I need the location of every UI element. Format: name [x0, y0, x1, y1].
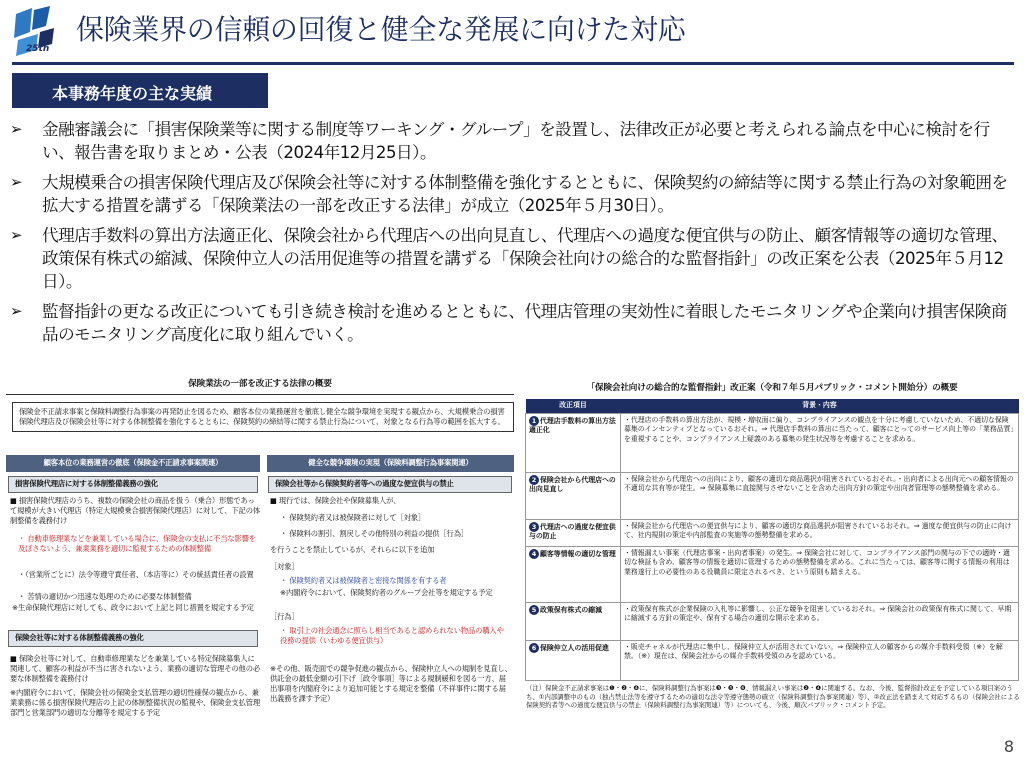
item-content: ・情報漏えい事案（代理店事案・出向者事案）の発生。⇒ 保険会社に対して、コンプライアンス部門の関与の下での適時・適切な検証も含め、顧客等の情報を適切に管理するための態勢整備を求める。これに当たっては、顧客等に関する情報の利用は業務遂行上の必要性のある役職員に限定されるべき、という原則も踏まえる。 [621, 546, 1019, 602]
table-row [526, 602, 1019, 640]
insurer-duty-text: ■ 保険会社等に対して、自動車修理業などを兼業している特定保険募集人に関連して、顧客の利益が不当に害されないよう、業務の適切な管理その他の必要な体制整備を義務付け [10, 654, 260, 683]
law-figure-intro: 保険金不正請求事案と保険料調整行為事案の再発防止を図るため、顧客本位の業務運営を徹底し健全な競争環境を実現する観点から、大規模乗合の損害保険代理店及び保険会社等に対する体制整備を強化するとともに、保険契約の締結等に関する禁止行為について、対象となる行為等の範囲を拡大する。 [12, 402, 514, 432]
item-number-badge: 6 [529, 643, 539, 653]
list-item [8, 118, 1012, 164]
benefit-ban-lead: ■ 現行では、保険会社や保険募集人が、 [270, 496, 401, 505]
item-number-badge: 4 [529, 549, 539, 559]
title-divider [12, 62, 1014, 65]
bullet-text: 大規模乗合の損害保険代理店及び保険会社等に対する体制整備を強化するとともに、保険契約の締結等に関する禁止行為の対象範囲を拡大する措置を講ずる「保険業法の一部を改正する法律」が成立（2025年５月30日）。 [42, 173, 1008, 215]
item-label: 保険仲立人の活用促進 [540, 643, 609, 652]
claims-management-note: ※内閣府令において、保険会社の保険金支払管理の適切性確保の観点から、兼業業務に係る損害保険代理店の上記の体制整備状況の監視や、保険金支払管理部門と営業部門の適切な分離等を規定する予定 [10, 688, 260, 717]
table-row [526, 413, 1019, 472]
law-figure-title: 保険業法の一部を改正する法律の概要 [6, 376, 514, 395]
complaint-handling-text: ・ 苦情の適切かつ迅速な処理のために必要な体制整備 [18, 592, 192, 601]
table-row [526, 546, 1019, 602]
compliance-officer-text: ・（営業所ごとに）法令等遵守責任者、（本店等に）その統括責任者の設置 [18, 570, 254, 579]
agent-duty-box: 損害保険代理店に対する体制整備義務の強化 [8, 476, 258, 493]
logo-25th-text: 25th [26, 44, 50, 54]
item-number-badge: 5 [529, 605, 539, 615]
item-label: 顧客等情報の適切な管理 [540, 549, 616, 558]
group-company-note: ※内閣府令において、保険契約者のグループ会社等を規定する予定 [280, 588, 493, 597]
item-label: 代理店手数料の算出方法適正化 [529, 416, 616, 435]
section-tag: 本事務年度の主な実績 [12, 73, 268, 108]
item-content: ・政策保有株式が企業保険の入札等に影響し、公正な競争を阻害しているおそれ。⇒ 保険会社の政策保有株式に関して、早期に縮減する方針の策定や、保有する場合の適切な開示を求める。 [621, 602, 1019, 640]
arrow-bullet-icon: ➢ [10, 173, 23, 191]
action-label: ［行為］ [270, 612, 299, 621]
arrow-bullet-icon: ➢ [10, 226, 23, 244]
target-current-text: ・ 保険契約者又は被保険者に対して［対象］ [280, 513, 426, 522]
broker-regulation-note: ※その他、販売面での競争促進の観点から、保険仲立人への規制を見直し、供託金の最低金額の引下げ［政令事項］等による規制緩和を図る一方、届出事項を内閣府令により追加可能とする規定を整備（不祥事件に関する届出義務を課す予定） [270, 664, 512, 703]
item-number-badge: 1 [529, 416, 539, 426]
achievement-list [8, 118, 1012, 353]
addition-lead-text: を行うことを禁止しているが、それらに以下を追加 [270, 545, 435, 554]
item-label: 代理店への過度な便宜供与の防止 [529, 522, 616, 541]
list-item [8, 300, 1012, 346]
table-row [526, 640, 1019, 680]
guideline-figure-title: 「保険会社向けの総合的な監督指針」改正案（令和７年５月パブリック・コメント開始分）の概要 [586, 383, 958, 393]
side-business-text: ・ 自動車修理業などを兼業している場合に、保険金の支払に不当な影響を及ぼさないよう、兼業業務を適切に監視するための体制整備 [18, 534, 257, 553]
fair-competition-bar: 健全な競争環境の実現（保険料調整行為事案関連） [267, 455, 514, 472]
table-row [526, 472, 1019, 519]
list-item [8, 224, 1012, 293]
item-label: 保険会社から代理店への出向見直し [529, 475, 616, 494]
action-current-text: ・ 保険料の割引、割戻しその他特別の利益の提供［行為］ [280, 529, 468, 538]
item-content: ・販売チャネルが代理店に集中し、保険仲立人が活用されていない。⇒ 保険仲立人の顧客からの媒介手数料受領（※）を解禁。（※）現在は、保険会社からの媒介手数料受領のみを認めている。 [621, 640, 1019, 680]
target-label: ［対象］ [270, 562, 299, 571]
list-item [8, 171, 1012, 217]
arrow-bullet-icon: ➢ [10, 120, 23, 138]
guideline-table [525, 399, 1019, 681]
bullet-text: 監督指針の更なる改正についても引き続き検討を進めるとともに、代理店管理の実効性に着眼したモニタリングや企業向け損害保険商品のモニタリング高度化に取り組んでいく。 [42, 302, 1007, 344]
excessive-benefit-text: ・ 取引上の社会通念に照らし相当であると認められない物品の購入や役務の提供（いわゆる便宜供与） [280, 626, 504, 645]
bullet-text: 代理店手数料の算出方法適正化、保険会社から代理店への出向見直し、代理店への過度な便宜供与の防止、顧客情報等の適切な管理、政策保有株式の縮減、保険仲立人の活用促進等の措置を講ずる「保険会社向けの総合的な監督指針」の改正案を公表（2025年５月12日）。 [42, 226, 1008, 291]
agent-duty-text: ■ 損害保険代理店のうち、複数の保険会社の商品を扱う（乗合）形態であって規模が大きい代理店（特定大規模乗合損害保険代理店）に対して、下記の体制整備を義務付け [10, 496, 260, 525]
related-party-text: ・ 保険契約者又は被保険者と密接な関係を有する者 [280, 576, 447, 585]
item-number-badge: 2 [529, 475, 539, 485]
life-insurance-note: ※生命保険代理店に対しても、政令において上記と同じ措置を規定する予定 [12, 603, 254, 612]
page-title: 保険業界の信頼の回復と健全な発展に向けた対応 [76, 13, 686, 46]
bullet-text: 金融審議会に「損害保険業等に関する制度等ワーキング・グループ」を設置し、法律改正が必要と考えられる論点を中心に検討を行い、報告書を取りまとめ・公表（2024年12月25日）。 [42, 120, 990, 162]
arrow-bullet-icon: ➢ [10, 302, 23, 320]
fsa-25th-logo [10, 4, 58, 60]
item-content: ・保険会社から代理店への便宜供与により、顧客の適切な商品選択が阻害されているおそれ。⇒ 過度な便宜供与の防止に向けて、社内規則の策定や内部監査の実施等の態勢整備を求める。 [621, 519, 1019, 546]
table-header-content: 背景・内容 [621, 399, 1019, 413]
item-number-badge: 3 [529, 522, 539, 532]
item-label: 政策保有株式の縮減 [540, 605, 603, 614]
insurer-duty-box: 保険会社等に対する体制整備義務の強化 [8, 630, 258, 647]
guideline-footnote: （注）保険金不正請求事案は❶・❷・❹に、保険料調整行為事案は❸・❺・❻、情報漏えい事案は❷・❹に関連する。なお、今後、監督指針改正を予定している項目案のうち、①内部調整中のもの（独占禁止法等を遵守するための適切な法令等遵守態勢の確立（保険料調整行為事案関連）等）、②改正法を踏まえて対応するもの（保険会社による保険契約者等への過度な便宜供与の禁止（保険料調整行為事案関連）等）についても、今後、順次パブリック・コメント予定。 [526, 684, 1020, 710]
table-row [526, 519, 1019, 546]
page-number: 8 [1003, 737, 1014, 756]
benefit-ban-box: 保険会社等から保険契約者等への過度な便宜供与の禁止 [268, 476, 512, 493]
table-header-item: 改正項目 [526, 399, 621, 413]
item-content: ・保険会社から代理店への出向により、顧客の適切な商品選択が阻害されているおそれ。・出向者による出向元への顧客情報の不適切な共有等が発生。⇒ 保険募集に直接関与させないことを含めた出向方針の策定や出向者管理等の態勢整備を求める。 [621, 472, 1019, 519]
item-content: ・代理店の手数料の算出方法が、規模・増収面に偏り、コンプライアンスの観点を十分に考慮していないため、不適切な保険募集のインセンティブとなっているおそれ。⇒ 代理店手数料の算出に当たって、顧客にとってのサービス向上等の「業務品質」を重視することや、コンプライアンス上疑義のある募集の発生状況等を考慮することを求める。 [621, 413, 1019, 472]
customer-first-bar: 顧客本位の業務運営の徹底（保険金不正請求事案関連） [6, 455, 260, 472]
